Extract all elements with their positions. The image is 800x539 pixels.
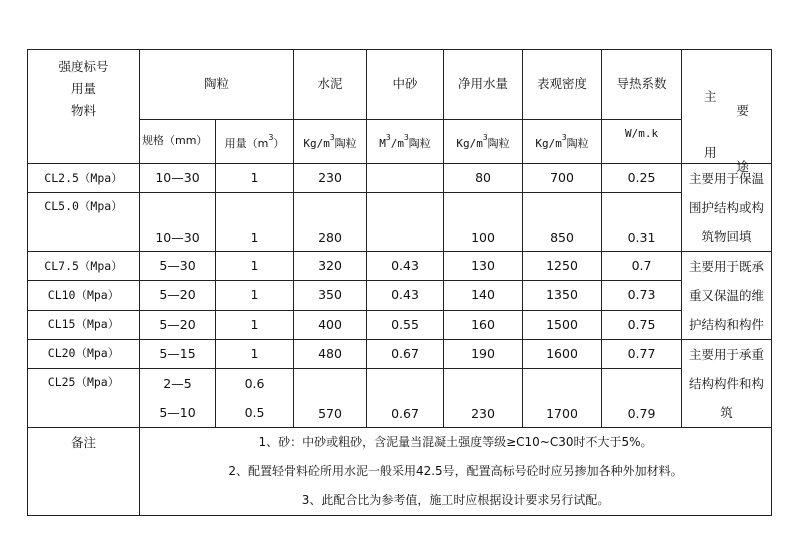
- notes-label: 备注: [28, 428, 140, 516]
- spec-cell: [140, 369, 216, 428]
- dosage-cell: 1: [216, 310, 294, 339]
- dosage-cell: 1: [216, 281, 294, 310]
- header-cement: 水泥: [294, 50, 367, 120]
- usage-line: 主要用于既承: [689, 259, 765, 274]
- header-row-units: [28, 120, 772, 164]
- unit-sand: $M^3/m^3$陶粒: [367, 120, 444, 164]
- notes-row: [28, 428, 772, 516]
- usage-line: 筑物回填: [701, 229, 752, 244]
- unit-cement: $Kg/m^3$陶粒: [294, 120, 367, 164]
- spec-cell: 10—30: [140, 164, 216, 193]
- spec-cell: 5—20: [140, 310, 216, 339]
- header-usage-char: 用: [704, 145, 717, 160]
- table-row: [28, 252, 772, 281]
- header-sand: 中砂: [367, 50, 444, 120]
- table-row: [28, 164, 772, 193]
- grade-cell: CL10（Mpa）: [28, 281, 140, 310]
- sand-cell: 0.67: [367, 369, 444, 428]
- header-usage-char: 途: [736, 159, 750, 175]
- conductivity-cell: 0.75: [602, 310, 682, 339]
- spec-cell: 5—20: [140, 281, 216, 310]
- cement-cell: 480: [294, 340, 367, 369]
- cement-cell: 320: [294, 252, 367, 281]
- conductivity-cell: 0.25: [602, 164, 682, 193]
- water-cell: 100: [444, 193, 523, 252]
- dosage-cell: 1: [216, 252, 294, 281]
- density-cell: 1600: [523, 340, 602, 369]
- sand-cell: [367, 164, 444, 193]
- grade-cell: CL2.5（Mpa）: [28, 164, 140, 193]
- dosage-value: 0.6: [244, 376, 265, 391]
- sand-cell: 0.55: [367, 310, 444, 339]
- cement-cell: 280: [294, 193, 367, 252]
- usage-line: 结构构件和构: [689, 376, 765, 391]
- header-usage-bottom: [682, 146, 771, 175]
- header-row-1: [28, 50, 772, 120]
- dosage-cell: 1: [216, 193, 294, 252]
- header-usage-char: 主: [704, 89, 717, 104]
- conductivity-cell: 0.77: [602, 340, 682, 369]
- header-usage-top: [682, 90, 771, 119]
- unit-density: $Kg/m^3$陶粒: [523, 120, 602, 164]
- grade-cell: CL15（Mpa）: [28, 310, 140, 339]
- header-strength-line: 强度标号: [58, 59, 109, 74]
- grade-cell: CL25（Mpa）: [28, 369, 140, 428]
- conductivity-cell: 0.79: [602, 369, 682, 428]
- water-cell: 230: [444, 369, 523, 428]
- usage-cell: [682, 252, 772, 340]
- spec-value: 5—10: [159, 405, 196, 420]
- density-cell: 850: [523, 193, 602, 252]
- grade-cell: CL20（Mpa）: [28, 340, 140, 369]
- unit-spec: 规格（mm）: [140, 120, 216, 164]
- cement-cell: 400: [294, 310, 367, 339]
- spec-cell: 5—30: [140, 252, 216, 281]
- usage-line: 主要用于保温: [689, 171, 765, 186]
- table-row: [28, 369, 772, 428]
- table-row: [28, 193, 772, 252]
- table-row: [28, 310, 772, 339]
- density-cell: 1250: [523, 252, 602, 281]
- conductivity-cell: 0.73: [602, 281, 682, 310]
- note-line: 1、砂：中砂或粗砂，含泥量当混凝土强度等级≥C10~C30时不大于5%。: [258, 435, 653, 449]
- density-cell: 1350: [523, 281, 602, 310]
- usage-line: 主要用于承重: [689, 347, 765, 362]
- dosage-cell: [216, 369, 294, 428]
- spec-cell: 10—30: [140, 193, 216, 252]
- unit-dosage: 用量$(m^3)$: [216, 120, 294, 164]
- header-material-line: 物料: [70, 102, 96, 118]
- sand-cell: 0.43: [367, 252, 444, 281]
- water-cell: 140: [444, 281, 523, 310]
- usage-line: 筑: [720, 405, 733, 420]
- cement-cell: 230: [294, 164, 367, 193]
- note-line: 3、此配合比为参考值，施工时应根据设计要求另行试配。: [301, 493, 610, 507]
- notes-cell: [140, 428, 772, 516]
- sand-cell: 0.67: [367, 340, 444, 369]
- mix-proportion-document: [27, 49, 771, 516]
- usage-line: 围护结构或构: [689, 200, 765, 215]
- unit-water: $Kg/m^3$陶粒: [444, 120, 523, 164]
- water-cell: 190: [444, 340, 523, 369]
- header-ceramsite: 陶粒: [140, 50, 294, 120]
- sand-cell: [367, 193, 444, 252]
- usage-cell: [682, 164, 772, 252]
- mix-proportion-table: [27, 49, 772, 516]
- spec-cell: 5—15: [140, 340, 216, 369]
- header-usage-char: 要: [736, 103, 750, 119]
- dosage-value: 0.5: [244, 405, 265, 420]
- usage-line: 护结构和构件: [689, 317, 765, 332]
- conductivity-cell: 0.7: [602, 252, 682, 281]
- sand-cell: 0.43: [367, 281, 444, 310]
- density-cell: 700: [523, 164, 602, 193]
- dosage-cell: 1: [216, 164, 294, 193]
- cement-cell: 350: [294, 281, 367, 310]
- grade-cell: CL7.5（Mpa）: [28, 252, 140, 281]
- header-dosage-line: 用量: [70, 80, 96, 96]
- cement-cell: 570: [294, 369, 367, 428]
- usage-line: 重又保温的维: [689, 288, 765, 303]
- header-conductivity: 导热系数: [602, 50, 682, 120]
- density-cell: 1700: [523, 369, 602, 428]
- usage-cell: [682, 340, 772, 428]
- table-row: [28, 281, 772, 310]
- density-cell: 1500: [523, 310, 602, 339]
- table-row: [28, 340, 772, 369]
- note-line: 2、配置轻骨料砼所用水泥一般采用42.5号，配置高标号砼时应另掺加各种外加材料。: [228, 464, 683, 478]
- dosage-cell: 1: [216, 340, 294, 369]
- header-usage-cell: [682, 50, 772, 175]
- spec-value: 2—5: [163, 376, 192, 391]
- grade-cell: CL5.0（Mpa）: [28, 193, 140, 252]
- unit-conductivity: W/m.k: [602, 120, 682, 164]
- header-water: 净用水量: [444, 50, 523, 120]
- header-strength-cell: [28, 50, 140, 164]
- water-cell: 130: [444, 252, 523, 281]
- water-cell: 80: [444, 164, 523, 193]
- water-cell: 160: [444, 310, 523, 339]
- header-density: 表观密度: [523, 50, 602, 120]
- conductivity-cell: 0.31: [602, 193, 682, 252]
